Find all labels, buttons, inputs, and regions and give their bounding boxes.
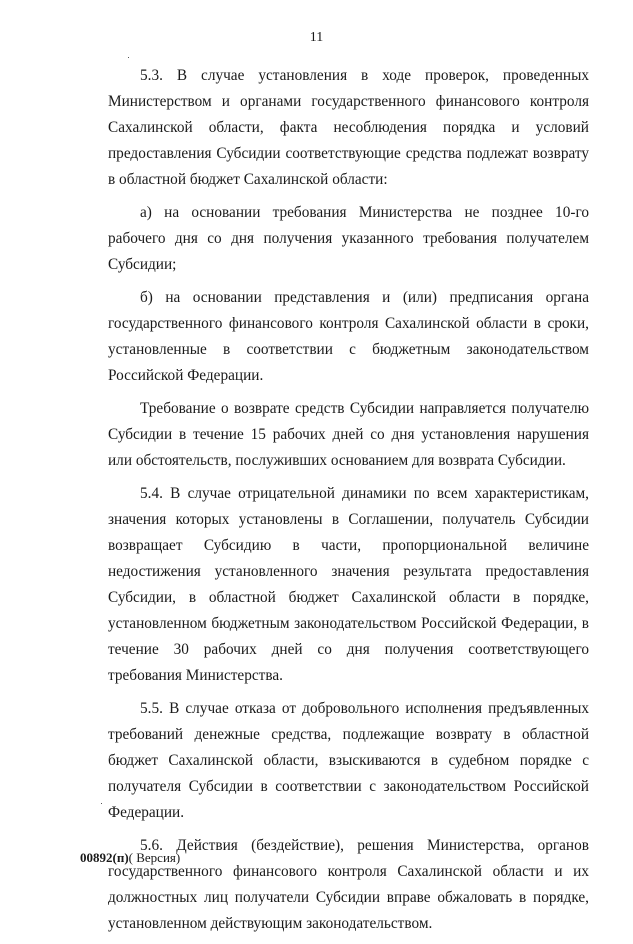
footer bbox=[80, 849, 180, 867]
paragraph-5-5: 5.5. В случае отказа от добровольного исполнения предъявленных требований денежные средства, подлежащие возврату в областной бюджет Сахалинской области, взыскиваются в судебном порядке с получателя Субсидии в соответствии с законодательством Российской Федерации. bbox=[108, 700, 589, 821]
footer-document-code: 00892(п) bbox=[80, 850, 129, 865]
paragraph-5-3-a: а) на основании требования Министерства не позднее 10-го рабочего дня со дня получения указанного требования получателем Субсидии; bbox=[108, 204, 589, 273]
scan-speck bbox=[128, 57, 129, 58]
footer-version: ( Версия) bbox=[128, 850, 181, 865]
paragraph-5-4: 5.4. В случае отрицательной динамики по всем характеристикам, значения которых установлены в Соглашении, получатель Субсидии возвращает Субсидию в части, пропорциональной величине недостижения установленного значения результата предоставления Субсидии, в областной бюджет Сахалинской области в порядке, установленном бюджетным законодательством Российской Федерации, в течение 30 рабочих дней со дня получения соответствующего требования Министерства. bbox=[108, 485, 589, 684]
page-number: 11 bbox=[309, 30, 324, 45]
paragraph-5-6: 5.6. Действия (бездействие), решения Министерства, органов государственного финансового контроля Сахалинской области и их должностных лиц получатели Субсидии вправе обжаловать в порядке, установленном действующим законодательством. bbox=[108, 837, 589, 932]
paragraph-refund-requirement: Требование о возврате средств Субсидии направляется получателю Субсидии в течение 15 рабочих дней со дня установления нарушения или обстоятельств, послуживших основанием для возврата Субсидии. bbox=[108, 400, 589, 469]
paragraph-5-3: 5.3. В случае установления в ходе проверок, проведенных Министерством и органами государственного финансового контроля Сахалинской области, факта несоблюдения порядка и условий предоставления Субсидии соответствующие средства подлежат возврату в областной бюджет Сахалинской области: bbox=[108, 67, 589, 188]
paragraph-5-3-b: б) на основании представления и (или) предписания органа государственного финансового контроля Сахалинской области в сроки, установленные в соответствии с бюджетным законодательством Российской Федерации. bbox=[108, 289, 589, 384]
document-body bbox=[108, 63, 589, 944]
scan-speck bbox=[101, 803, 102, 804]
